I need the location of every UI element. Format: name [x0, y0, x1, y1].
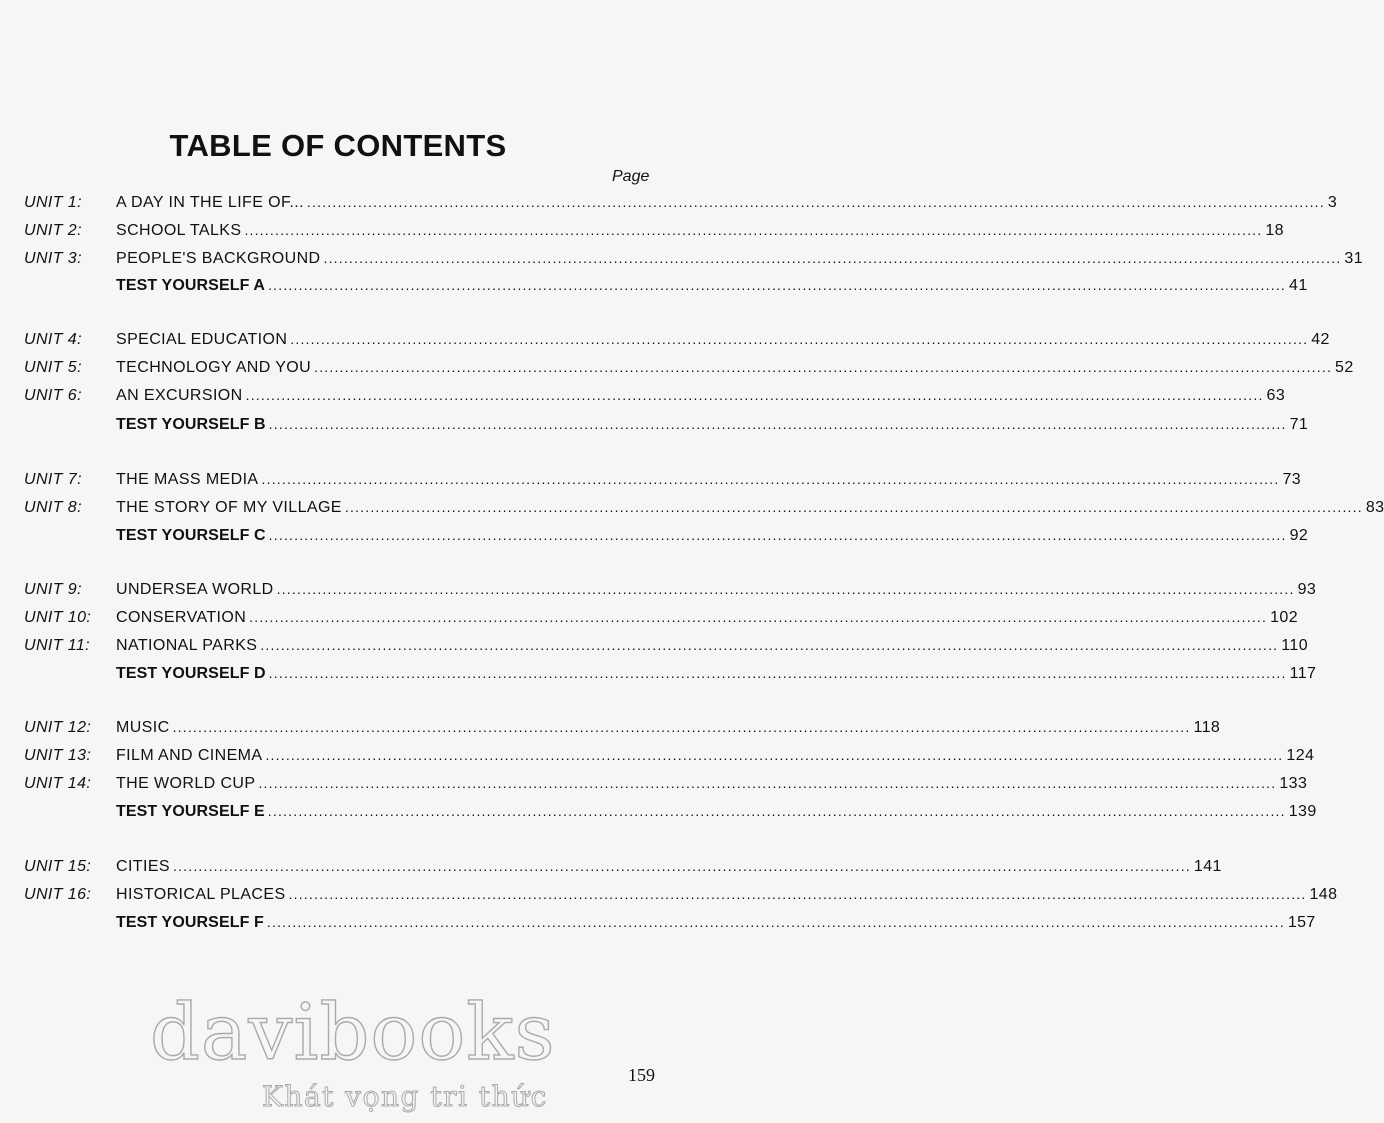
unit-label: UNIT 15: [24, 858, 92, 875]
dot-leader: ........................................................................................................................................................................................................ [344, 499, 1363, 515]
toc-entry-unit-11 [24, 637, 1308, 659]
dot-leader: ........................................................................................................................................................................................................ [249, 609, 1268, 625]
entry-title: SCHOOL TALKS [116, 222, 242, 239]
toc-entry-test-c [24, 527, 1309, 549]
page-number: 71 [1289, 416, 1309, 433]
unit-label: UNIT 9: [24, 581, 82, 598]
page-number: 92 [1289, 527, 1309, 544]
dot-leader: ........................................................................................................................................................................................................ [266, 914, 1285, 930]
dot-leader: ........................................................................................................................................................................................................ [290, 331, 1309, 347]
dot-leader: ........................................................................................................................................................................................................ [172, 858, 1191, 874]
page-number: 118 [1193, 719, 1221, 736]
toc-entry-unit-4 [24, 331, 1330, 353]
toc-entry-unit-8 [24, 499, 1384, 521]
toc-entry-unit-13 [24, 747, 1315, 769]
page-number: 148 [1309, 886, 1338, 903]
unit-label: UNIT 4: [24, 331, 82, 348]
entry-title: FILM AND CINEMA [116, 747, 263, 764]
page-column-header: Page [612, 168, 650, 185]
unit-label: UNIT 8: [24, 499, 82, 516]
page-number: 157 [1287, 914, 1316, 931]
entry-title: NATIONAL PARKS [116, 637, 258, 654]
page-number: 117 [1289, 665, 1317, 682]
page-title: TABLE OF CONTENTS [169, 128, 507, 163]
entry-title: CONSERVATION [116, 609, 247, 626]
entry-title: THE MASS MEDIA [116, 471, 259, 488]
toc-entry-test-e [24, 803, 1317, 825]
dot-leader: ........................................................................................................................................................................................................ [268, 277, 1287, 293]
unit-label: UNIT 12: [24, 719, 92, 736]
entry-title: TEST YOURSELF F [116, 914, 264, 931]
page-number: 41 [1289, 277, 1308, 294]
page-number: 3 [1327, 194, 1338, 211]
toc-entry-unit-16 [24, 886, 1338, 908]
toc-entry-test-a [24, 277, 1308, 299]
page-number: 73 [1282, 471, 1302, 488]
dot-leader: ........................................................................................................................................................................................................ [276, 581, 1295, 597]
dot-leader: ........................................................................................................................................................................................................ [268, 527, 1287, 543]
entry-title: UNDERSEA WORLD [116, 581, 274, 598]
watermark-tagline: Khát vọng tri thức [262, 1080, 548, 1113]
toc-entry-unit-2 [24, 222, 1284, 244]
unit-label: UNIT 10: [24, 609, 92, 626]
unit-label: UNIT 1: [24, 194, 82, 211]
dot-leader: ........................................................................................................................................................................................................ [245, 387, 1264, 403]
dot-leader: ........................................................................................................................................................................................................ [172, 719, 1191, 735]
toc-entry-unit-3 [24, 250, 1364, 272]
toc-entry-unit-14 [24, 775, 1308, 797]
dot-leader: ........................................................................................................................................................................................................ [306, 194, 1325, 210]
watermark-logo: davibooks [150, 988, 556, 1078]
footer-page-number: 159 [628, 1065, 655, 1085]
page-number: 31 [1344, 250, 1364, 267]
dot-leader: ........................................................................................................................................................................................................ [267, 803, 1286, 819]
dot-leader: ........................................................................................................................................................................................................ [268, 665, 1287, 681]
unit-label: UNIT 16: [24, 886, 92, 903]
entry-title: HISTORICAL PLACES [116, 886, 286, 903]
dot-leader: ........................................................................................................................................................................................................ [288, 886, 1307, 902]
toc-entry-unit-15 [24, 858, 1222, 880]
entry-title: THE STORY OF MY VILLAGE [116, 499, 342, 516]
unit-label: UNIT 2: [24, 222, 82, 239]
page-number: 52 [1335, 359, 1354, 376]
dot-leader: ........................................................................................................................................................................................................ [244, 222, 1263, 238]
toc-entry-test-f [24, 914, 1316, 936]
entry-title: A DAY IN THE LIFE OF... [116, 194, 304, 211]
page-number: 141 [1193, 858, 1222, 875]
entry-title: TEST YOURSELF D [116, 665, 266, 682]
entry-title: MUSIC [116, 719, 170, 736]
toc-entry-unit-10 [24, 609, 1298, 631]
page-number: 110 [1281, 637, 1308, 654]
unit-label: UNIT 13: [24, 747, 92, 764]
page-number: 93 [1297, 581, 1317, 598]
dot-leader: ........................................................................................................................................................................................................ [268, 416, 1287, 432]
page-number: 18 [1265, 222, 1284, 239]
dot-leader: ........................................................................................................................................................................................................ [260, 637, 1279, 653]
entry-title: TEST YOURSELF E [116, 803, 265, 820]
page-number: 102 [1270, 609, 1298, 626]
toc-entry-unit-5 [24, 359, 1354, 381]
dot-leader: ........................................................................................................................................................................................................ [261, 471, 1280, 487]
unit-label: UNIT 5: [24, 359, 82, 376]
entry-title: PEOPLE'S BACKGROUND [116, 250, 321, 267]
entry-title: THE WORLD CUP [116, 775, 256, 792]
toc-entry-unit-7 [24, 471, 1302, 493]
entry-title: TEST YOURSELF A [116, 277, 266, 294]
page-number: 42 [1311, 331, 1330, 348]
page-number: 133 [1279, 775, 1308, 792]
entry-title: AN EXCURSION [116, 387, 243, 404]
unit-label: UNIT 6: [24, 387, 82, 404]
entry-title: CITIES [116, 858, 170, 875]
toc-entry-test-b [24, 416, 1309, 438]
unit-label: UNIT 3: [24, 250, 82, 267]
unit-label: UNIT 14: [24, 775, 92, 792]
page-number: 124 [1286, 747, 1315, 764]
entry-title: SPECIAL EDUCATION [116, 331, 288, 348]
unit-label: UNIT 11: [24, 637, 91, 654]
entry-title: TEST YOURSELF B [116, 416, 266, 433]
unit-label: UNIT 7: [24, 471, 82, 488]
entry-title: TEST YOURSELF C [116, 527, 266, 544]
dot-leader: ........................................................................................................................................................................................................ [323, 250, 1342, 266]
toc-entry-unit-6 [24, 387, 1286, 409]
dot-leader: ........................................................................................................................................................................................................ [265, 747, 1284, 763]
entry-title: TECHNOLOGY AND YOU [116, 359, 312, 376]
toc-entry-test-d [24, 665, 1317, 687]
dot-leader: ........................................................................................................................................................................................................ [258, 775, 1277, 791]
page-number: 139 [1288, 803, 1317, 820]
page-number: 83 [1365, 499, 1384, 516]
toc-entry-unit-1 [24, 194, 1338, 216]
page-number: 63 [1266, 387, 1286, 404]
toc-entry-unit-9 [24, 581, 1317, 603]
toc-entry-unit-12 [24, 719, 1221, 741]
dot-leader: ........................................................................................................................................................................................................ [314, 359, 1333, 375]
